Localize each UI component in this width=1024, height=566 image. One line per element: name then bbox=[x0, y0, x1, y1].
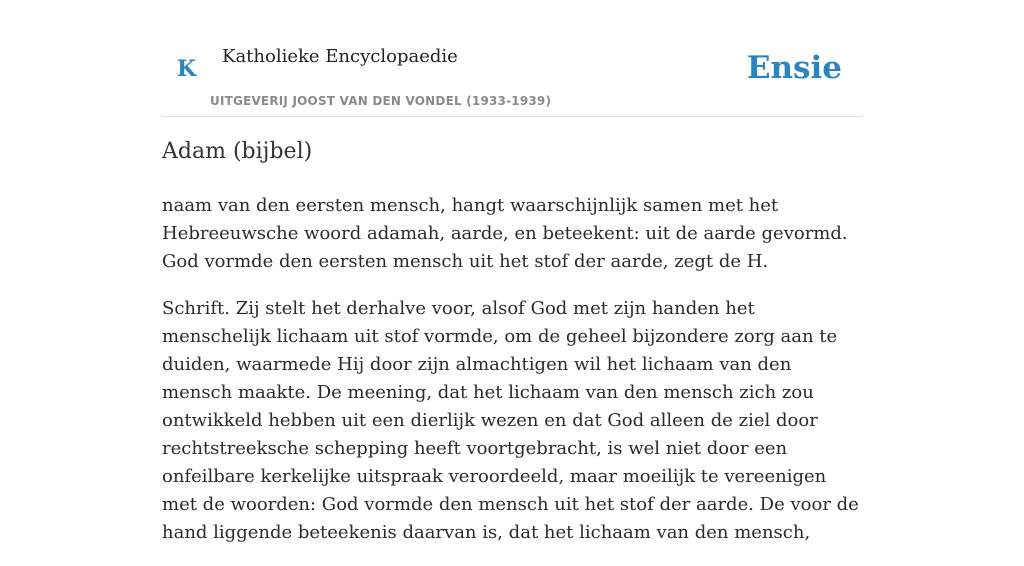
article-paragraph: Schrift. Zij stelt het derhalve voor, alsof God met zijn handen het menschelijk lichaam uit stof vormde, om de geheel bijzondere zorg aan te duiden, waarmede Hij door zijn almachtigen wil het lichaam van den mensch maakte. De meening, dat het lichaam van den mensch zich zou ontwikkeld hebben uit een dierlijk wezen en dat God alleen de ziel door rechtstreeksche schepping heeft voortgebracht, is wel niet door een onfeilbare kerkelijke uitspraak veroordeeld, maar moeilijk te vereenigen met de woorden: God vormde den mensch uit het stof der aarde. De voor de hand liggende beteekenis daarvan is, dat het lichaam van den mensch, bbox=[162, 298, 859, 543]
article-paragraph: naam van den eersten mensch, hangt waarschijnlijk samen met het Hebreeuwsche woord adamah, aarde, en beteekent: uit de aarde gevormd. God vormde den eersten mensch uit het stof der aarde, zegt de H. bbox=[162, 195, 848, 272]
article-title: Adam (bijbel) bbox=[162, 139, 313, 164]
encyclopedia-logo-icon[interactable]: K bbox=[177, 56, 197, 82]
ensie-brand-link[interactable]: Ensie bbox=[746, 50, 842, 86]
site-header bbox=[162, 0, 862, 117]
publication-title[interactable]: Katholieke Encyclopaedie bbox=[222, 46, 458, 67]
article-body bbox=[162, 192, 864, 566]
publisher-label: UITGEVERIJ JOOST VAN DEN VONDEL (1933-1939) bbox=[210, 94, 552, 108]
